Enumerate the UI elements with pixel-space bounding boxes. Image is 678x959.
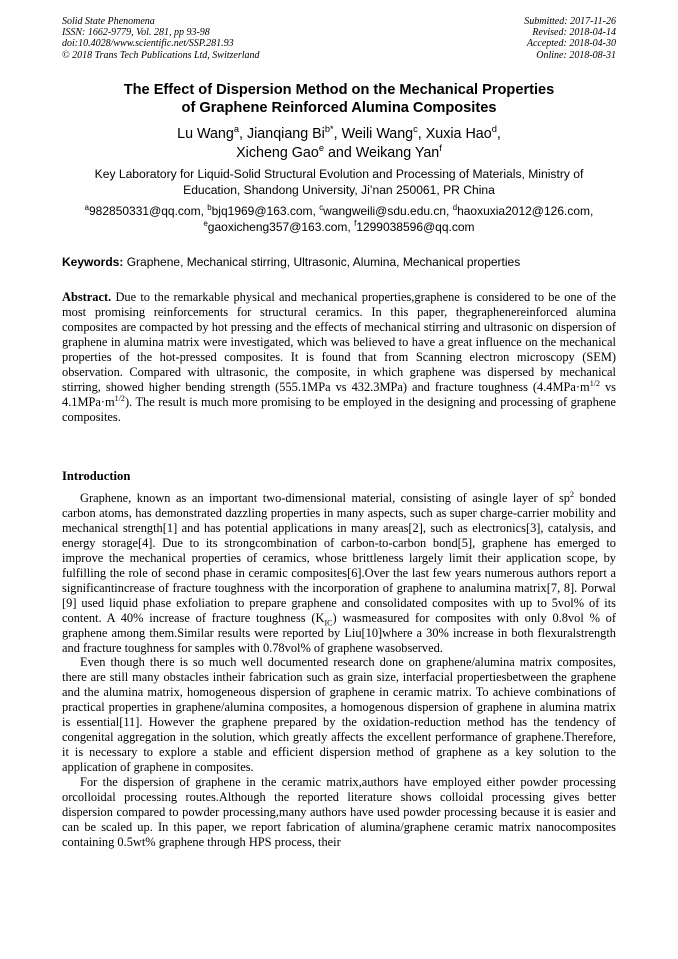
title-line-1: The Effect of Dispersion Method on the Mechanical Properties: [123, 82, 555, 98]
corresponding-author-mark: *: [330, 124, 334, 135]
author-name: Weikang Yan: [355, 145, 440, 161]
author-affil-mark: c: [413, 124, 418, 135]
author-name: Jianqiang Bi: [246, 126, 325, 142]
doi-line: doi:10.4028/www.scientific.net/SSP.281.93: [62, 38, 234, 50]
publication-dates: [524, 16, 616, 61]
journal-name: Solid State Phenomena: [62, 16, 155, 27]
author-name: Weili Wang: [341, 126, 414, 142]
keywords-label: Keywords:: [62, 255, 124, 269]
author-list: [62, 125, 616, 163]
author-affil-mark: d: [491, 124, 497, 135]
introduction-body: [62, 491, 616, 850]
affiliation-line-2: Education, Shandong University, Ji’nan 250061, PR China: [183, 182, 495, 197]
abstract-label: Abstract.: [62, 290, 112, 304]
revised-date: Revised: 2018-04-14: [532, 27, 616, 39]
email-link[interactable]: gaoxicheng357@163.com: [207, 219, 348, 234]
paragraph: Graphene, known as an important two-dimensional material, consisting of asingle layer of $sp^2$ bonded carbon atoms, has demonstrated dazzling properties in many aspects, such as super charge-carrier mobility and mechanical strength[1] and has potential applications in many areas[2], such as electronics[3], catalysis, and energy storage[4]. Due to its strongcombination of carbon-to-carbon bond[5], graphene has emerged to improve the mechanical properties of ceramics, whose brittleness largely limit their application scope, by fulfilling the role of second phase in ceramic composites[6].Over the last few years numerous authors report a significantincrease of fracture toughness with the incorporation of graphene to analumina matrix[7, 8]. Porwal [9] used liquid phase exfoliation to prepare graphene and consolidated composites with up to 5vol% of its content. A 40% increase of fracture toughness $(K_{IC})$ wasmeasured for composites with only 0.8vol % of graphene among them.Similar results were reported by Liu[10]where a 30% increase in both flexuralstrength and fracture toughness for samples with 0.78vol% of graphene wasobserved.: [62, 489, 617, 655]
affiliation: [62, 167, 616, 198]
author-line-2: Xicheng Gao$^e$ and Weikang Yan$^f$: [236, 143, 442, 161]
paper-title: [62, 81, 616, 117]
paragraph: Even though there is so much well documented research done on graphene/alumina matrix composites, there are still many obstacles intheir fabrication such as grain size, interfacial propertiesbetween the graphene and the alumina matrix, homogeneous dispersion of graphene in ceramic matrix. To achieve combinations of practical properties in graphene/alumina composites, a homogenous dispersion of graphene in alumina matrix is essential[11]. However the graphene prepared by the oxidation-reduction method has the tendency of congenital aggregation in the solution, which greatly affects the excellent performance of graphene.Therefore, it is necessary to explore a stable and efficient dispersion method of graphene as a key solution to the application of graphene in composites.: [62, 655, 616, 775]
journal-info: [62, 16, 260, 61]
email-line-2: $^e$gaoxicheng357@163.com, $^f$1299038596@qq.com: [203, 218, 475, 234]
email-link[interactable]: 982850331@qq.com: [89, 204, 201, 218]
email-line-1: $^a$982850331@qq.com, $^b$bjq1969@163.com, $^c$wangweili@sdu.edu.cn, $^d$haoxuxia2012@126.com,: [84, 203, 594, 218]
author-name: Xuxia Hao: [425, 126, 492, 142]
accepted-date: Accepted: 2018-04-30: [526, 38, 616, 50]
submitted-date: Submitted: 2017-11-26: [524, 16, 616, 27]
author-affil-mark: f: [439, 143, 442, 154]
author-line-1: Lu Wang$^a$, Jianqiang $Bi^{b*}$, Weili Wang$^c$, Xuxia Hao$^d$,: [177, 124, 501, 142]
email-link[interactable]: 1299038596@qq.com: [356, 219, 475, 234]
author-name: Lu Wang: [177, 126, 234, 142]
section-heading-introduction: Introduction: [62, 469, 131, 483]
email-link[interactable]: haoxuxia2012@126.com: [457, 204, 590, 218]
affiliation-line-1: Key Laboratory for Liquid-Solid Structural Evolution and Processing of Materials, Ministry of: [94, 167, 584, 181]
keywords: [62, 255, 616, 270]
copyright-line: © 2018 Trans Tech Publications Ltd, Switzerland: [62, 49, 260, 61]
author-affil-mark: a: [233, 124, 240, 135]
email-link[interactable]: wangweili@sdu.edu.cn: [323, 204, 447, 218]
author-name: Xicheng Gao: [236, 145, 319, 161]
abstract: Abstract. Due to the remarkable physical and mechanical properties,graphene is considered to be one of the most promising reinforcements for structural ceramics. In this paper, thegraphenereinforced alumina composites are compacted by hot pressing and the effects of mechanical stirring and ultrasonic on dispersion of graphene in alumina matrix were investigated, which was believed to have a great influence on the mechanical properties of the hot-pressed composites. It is found that from Scanning electron microscopy (SEM) observation. Compared with ultrasonic, the composite, in which graphene was dispersed by mechanical stirring, showed higher bending strength (555.1MPa vs 432.3MPa) and fracture toughness ($4.4MPa\cdot m^{1/2}$ vs $4.1MPa\cdot m^{1/2}$). The result is much more promising to be employed in the designing and processing of graphene composites.: [62, 290, 616, 424]
author-affil-mark: e: [318, 143, 324, 154]
author-affil-mark: b*: [324, 124, 334, 135]
email-link[interactable]: bjq1969@163.com: [211, 204, 313, 218]
online-date: Online: 2018-08-31: [536, 49, 616, 61]
author-emails: [62, 204, 616, 235]
title-line-2: of Graphene Reinforced Alumina Composites: [181, 100, 497, 116]
issn-line: ISSN: 1662-9779, Vol. 281, pp 93-98: [62, 27, 210, 39]
keywords-text: Graphene, Mechanical stirring, Ultrasonic, Alumina, Mechanical properties: [126, 255, 521, 269]
paragraph: For the dispersion of graphene in the ceramic matrix,authors have employed either powder processing orcolloidal processing routes.Although the reported literature shows colloidal processing gives better dispersion compared to powder processing,many authors have used powder processing because it is easier and can be scaled up. In this paper, we report fabrication of alumina/graphene ceramic matrix nanocomposites containing 0.5wt% graphene through HPS process, their: [62, 775, 616, 849]
